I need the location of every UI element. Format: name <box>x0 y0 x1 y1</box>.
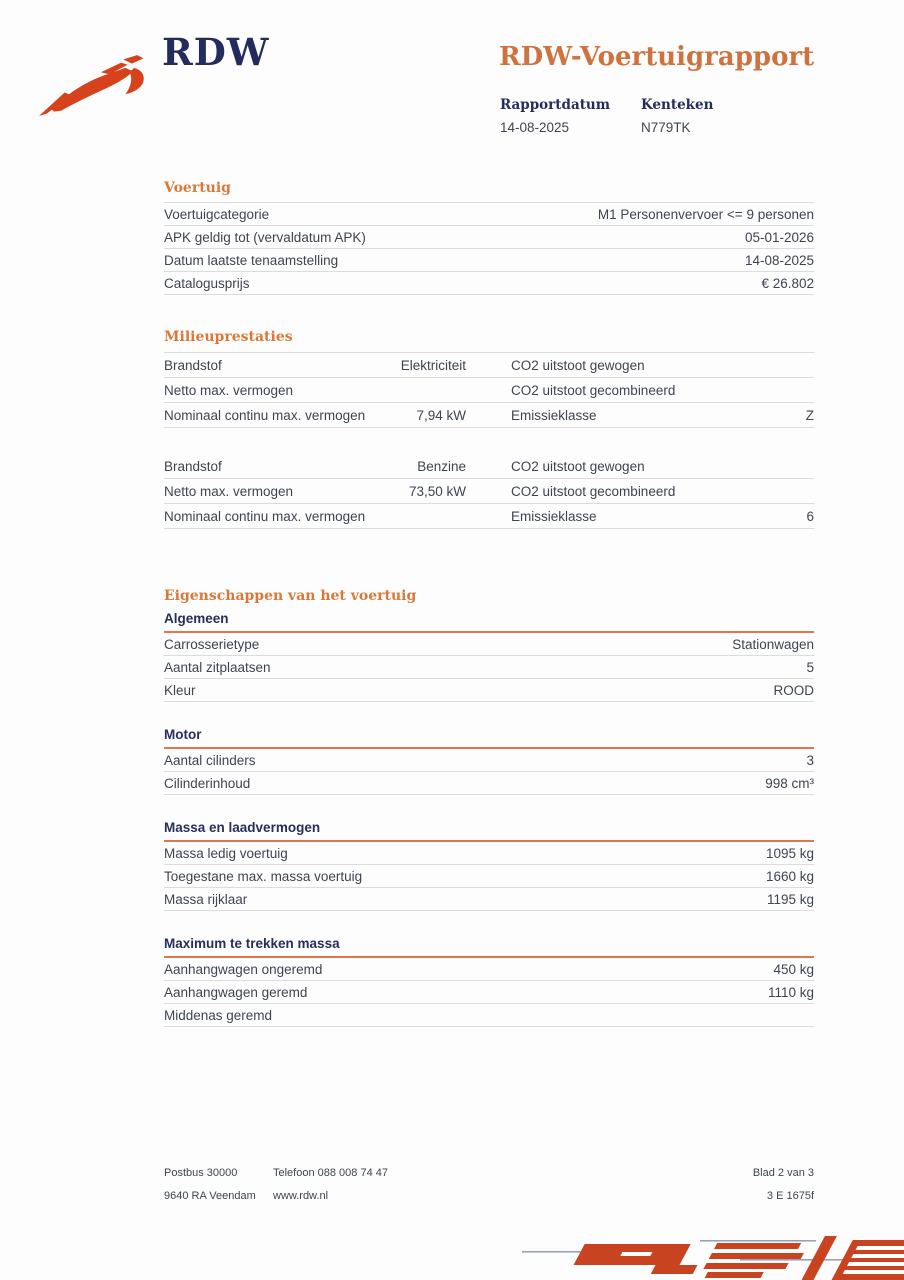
row-value: 73,50 kW <box>408 483 466 499</box>
footer-address-line1: Postbus 30000 <box>164 1167 238 1179</box>
row-label: Massa ledig voertuig <box>164 845 288 861</box>
row-value: Stationwagen <box>732 636 814 652</box>
row-value: 1110 kg <box>767 984 814 1000</box>
row-value: 05-01-2026 <box>744 229 814 245</box>
row-value: 3 <box>806 752 814 768</box>
subsection-title: Algemeen <box>164 611 814 633</box>
table-row <box>164 749 814 772</box>
table-row <box>164 772 814 795</box>
section-milieuprestaties <box>164 329 814 529</box>
row-label: CO2 uitstoot gewogen <box>511 357 645 373</box>
table-row <box>164 633 814 656</box>
footer-doc-code: 3 E 1675f <box>766 1190 814 1202</box>
row-label: Kleur <box>164 682 196 698</box>
section-voertuig <box>164 180 814 295</box>
subsection-motor <box>164 727 814 795</box>
row-label: Aantal cilinders <box>164 752 256 768</box>
row-value: 1195 kg <box>766 891 814 907</box>
subsection-massa <box>164 820 814 911</box>
row-label: Netto max. vermogen <box>164 483 294 499</box>
section-heading: Milieuprestaties <box>164 329 293 345</box>
rdw-logo-text: RDW <box>162 30 270 74</box>
row-value: 5 <box>806 659 814 675</box>
row-label: CO2 uitstoot gewogen <box>511 458 645 474</box>
license-plate-block <box>641 97 782 135</box>
table-row <box>164 249 814 272</box>
row-label: Emissieklasse <box>511 508 597 524</box>
row-value: 998 cm³ <box>765 775 814 791</box>
table-row <box>164 679 814 702</box>
row-value: Z <box>805 407 814 423</box>
section-heading: Voertuig <box>164 180 231 196</box>
row-value <box>376 383 466 398</box>
row-label: Carrosserietype <box>164 636 260 652</box>
row-value: ROOD <box>773 682 814 698</box>
milieu-table-petrol <box>164 454 814 529</box>
row-value <box>800 459 814 474</box>
license-plate-value: N779TK <box>641 120 691 135</box>
row-value <box>376 509 466 524</box>
speed-lines-graphic <box>504 1234 904 1280</box>
table-row <box>164 1004 814 1027</box>
section-heading: Eigenschappen van het voertuig <box>164 588 417 604</box>
row-label: Catalogusprijs <box>164 275 250 291</box>
subsection-algemeen <box>164 611 814 702</box>
row-label: Nominaal continu max. vermogen <box>164 508 366 524</box>
row-value: 450 kg <box>773 961 814 977</box>
table-row <box>164 958 814 981</box>
report-date-block <box>500 97 641 135</box>
table-row <box>164 981 814 1004</box>
row-value: 6 <box>806 508 814 524</box>
table-row <box>164 454 814 479</box>
table-row <box>164 378 814 403</box>
section-eigenschappen <box>164 588 814 1027</box>
report-date-label: Rapportdatum <box>500 97 611 113</box>
table-row <box>164 203 814 226</box>
row-value: € 26.802 <box>761 275 814 291</box>
row-value <box>800 484 814 499</box>
rdw-feather-icon <box>38 52 150 118</box>
report-meta <box>500 97 782 135</box>
report-date-value: 14-08-2025 <box>500 120 570 135</box>
row-value: 14-08-2025 <box>744 252 814 268</box>
table-row <box>164 353 814 378</box>
subsection-title: Motor <box>164 727 814 749</box>
footer-address-line2: 9640 RA Veendam <box>164 1190 256 1202</box>
row-label: Cilinderinhoud <box>164 775 251 791</box>
table-row <box>164 504 814 529</box>
page-title: RDW-Voertuigrapport <box>499 42 815 72</box>
row-label: Toegestane max. massa voertuig <box>164 868 363 884</box>
row-label: Voertuigcategorie <box>164 206 270 222</box>
footer-phone: Telefoon 088 008 74 47 <box>273 1167 388 1179</box>
table-row <box>164 403 814 428</box>
subsection-title: Massa en laadvermogen <box>164 820 814 842</box>
row-value: Benzine <box>417 458 466 474</box>
row-label: Middenas geremd <box>164 1007 273 1023</box>
table-row <box>164 656 814 679</box>
row-value <box>800 358 814 373</box>
row-label: Aantal zitplaatsen <box>164 659 271 675</box>
subsection-trekken-massa <box>164 936 814 1027</box>
row-value: 7,94 kW <box>416 407 466 423</box>
subsection-title: Maximum te trekken massa <box>164 936 814 958</box>
row-value: M1 Personenvervoer <= 9 personen <box>597 206 814 222</box>
row-label: Netto max. vermogen <box>164 382 294 398</box>
row-label: Aanhangwagen ongeremd <box>164 961 323 977</box>
row-label: Brandstof <box>164 357 222 373</box>
table-row <box>164 226 814 249</box>
row-label: Datum laatste tenaamstelling <box>164 252 339 268</box>
row-label: Massa rijklaar <box>164 891 248 907</box>
row-label: Emissieklasse <box>511 407 597 423</box>
row-label: APK geldig tot (vervaldatum APK) <box>164 229 366 245</box>
row-value <box>800 383 814 398</box>
footer-page-indicator: Blad 2 van 3 <box>752 1167 814 1179</box>
voertuig-table <box>164 202 814 295</box>
row-value: 1095 kg <box>765 845 814 861</box>
row-value: 1660 kg <box>765 868 814 884</box>
page-footer <box>164 1167 814 1202</box>
table-row <box>164 842 814 865</box>
row-label: CO2 uitstoot gecombineerd <box>511 382 676 398</box>
row-label: Aanhangwagen geremd <box>164 984 308 1000</box>
row-label: Nominaal continu max. vermogen <box>164 407 366 423</box>
row-label: Brandstof <box>164 458 222 474</box>
table-row <box>164 272 814 295</box>
table-row <box>164 865 814 888</box>
license-plate-label: Kenteken <box>641 97 714 113</box>
footer-website: www.rdw.nl <box>273 1190 329 1202</box>
row-value: Elektriciteit <box>400 357 466 373</box>
milieu-table-electric <box>164 352 814 428</box>
row-label: CO2 uitstoot gecombineerd <box>511 483 676 499</box>
table-row <box>164 479 814 504</box>
table-row <box>164 888 814 911</box>
